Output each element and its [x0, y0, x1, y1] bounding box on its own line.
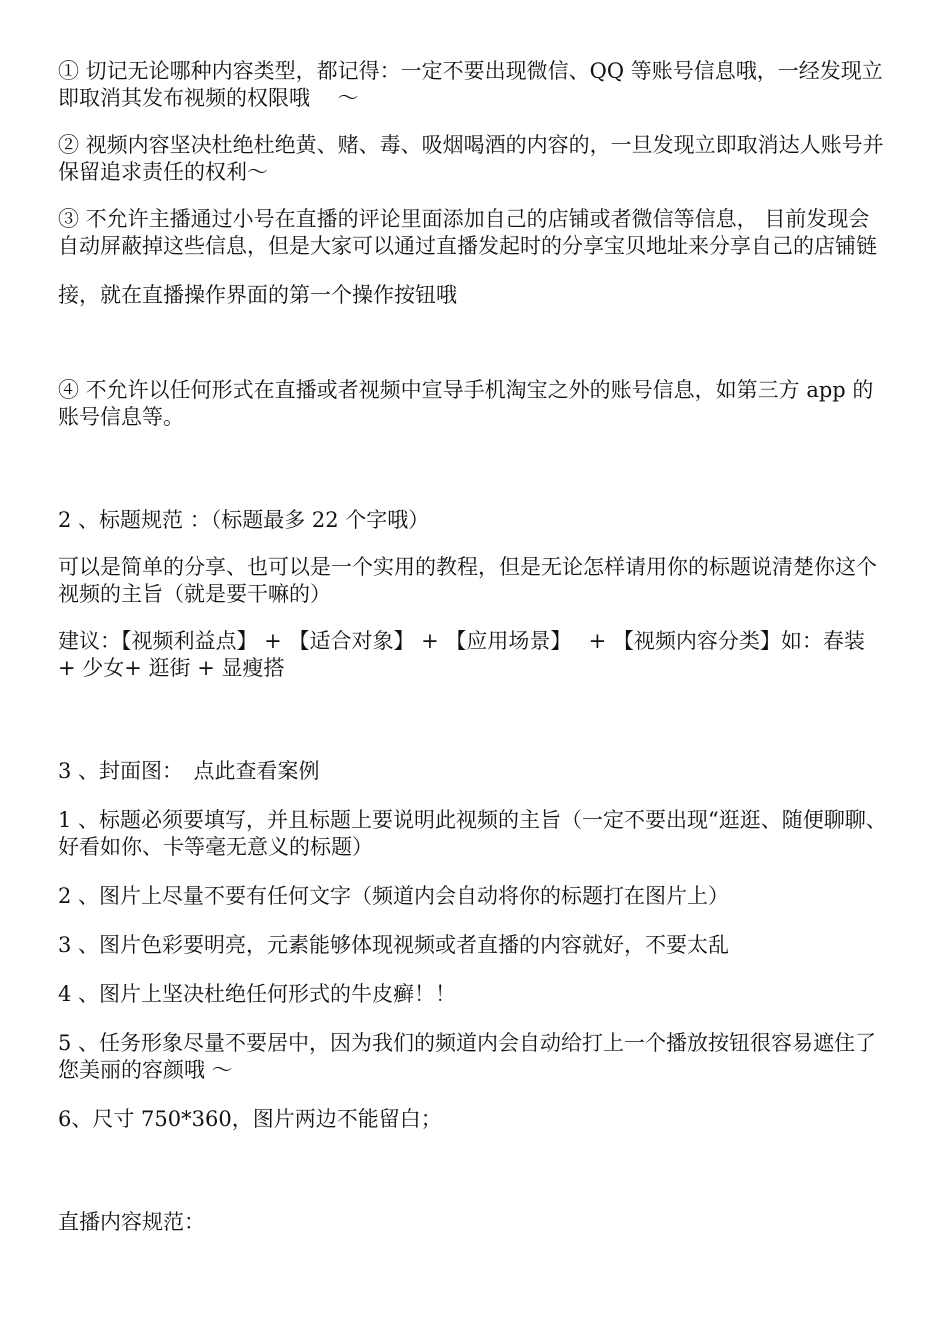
rule-item-4: ④ 不允许以任何形式在直播或者视频中宣导手机淘宝之外的账号信息，如第三方 app 的账号信息等。 — [58, 378, 874, 429]
live-content-heading: 直播内容规范： — [58, 1210, 205, 1234]
rule-item-3: ③ 不允许主播通过小号在直播的评论里面添加自己的店铺或者微信等信息， 目前发现会自动屏蔽掉这些信息，但是大家可以通过直播发起时的分享宝贝地址来分享自己的店铺链 — [58, 207, 877, 258]
document-page — [58, 58, 888, 1236]
rule-item-1: ① 切记无论哪种内容类型，都记得：一定不要出现微信、QQ 等账号信息哦，一经发现立即取消其发布视频的权限哦 ～ — [58, 59, 883, 110]
cover-item-3: 3 、图片色彩要明亮，元素能够体现视频或者直播的内容就好，不要太乱 — [58, 933, 730, 957]
title-section-suggestion: 建议：【视频利益点】 + 【适合对象】 + 【应用场景】 + 【视频内容分类】如：春装 + 少女+ 逛街 + 显瘦搭 — [58, 629, 872, 680]
cover-item-4: 4 、图片上坚决杜绝任何形式的牛皮癣！！ — [58, 982, 457, 1006]
cover-section-heading: 3 、封面图： 点此查看案例 — [58, 759, 320, 783]
cover-item-5: 5 、任务形象尽量不要居中，因为我们的频道内会自动给打上一个播放按钮很容易遮住了您美丽的容颜哦 ～ — [58, 1031, 877, 1082]
title-section-heading: 2 、标题规范 ：（标题最多 22 个字哦） — [58, 508, 430, 532]
cover-item-6: 6、尺寸 750*360，图片两边不能留白； — [58, 1107, 442, 1131]
rule-item-3-continued: 接，就在直播操作界面的第一个操作按钮哦 — [58, 283, 457, 307]
cover-item-1: 1 、标题必须要填写，并且标题上要说明此视频的主旨（一定不要出现“逛逛、随便聊聊、好看如你、卡等毫无意义的标题） — [58, 808, 887, 859]
title-section-description: 可以是简单的分享、也可以是一个实用的教程，但是无论怎样请用你的标题说清楚你这个视频的主旨（就是要干嘛的） — [58, 555, 877, 606]
rule-item-2: ② 视频内容坚决杜绝杜绝黄、赌、毒、吸烟喝酒的内容的，一旦发现立即取消达人账号并保留追求责任的权利～ — [58, 133, 884, 184]
cover-item-2: 2 、图片上尽量不要有任何文字（频道内会自动将你的标题打在图片上） — [58, 884, 730, 908]
